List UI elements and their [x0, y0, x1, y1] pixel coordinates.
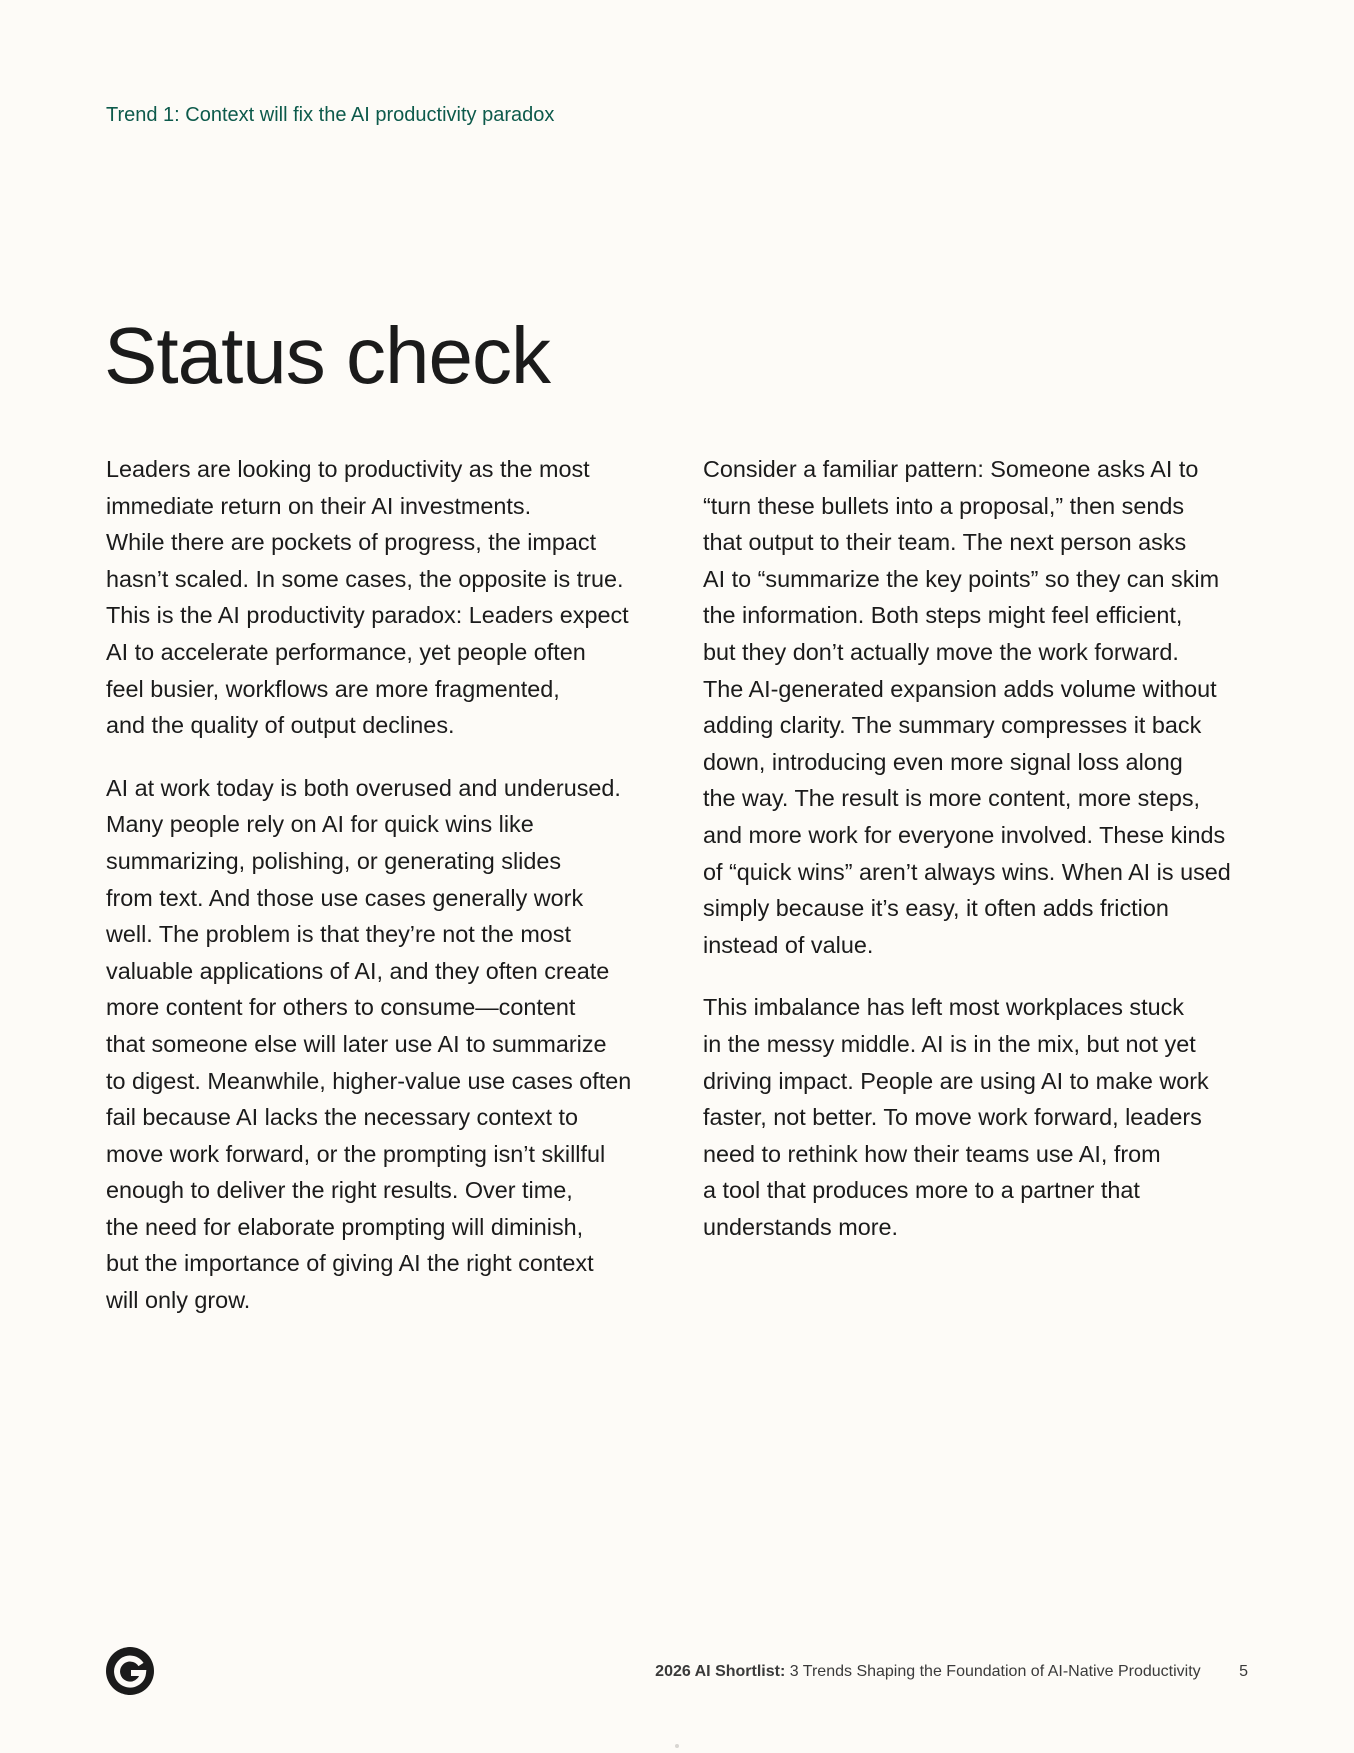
text-line: faster, not better. To move work forward, leaders	[703, 1104, 1202, 1131]
text-line: of “quick wins” aren’t always wins. When AI is used	[703, 858, 1231, 885]
text-line: move work forward, or the prompting isn’t skillful	[106, 1140, 606, 1167]
text-line: This imbalance has left most workplaces stuck	[703, 994, 1184, 1021]
text-line: that someone else will later use AI to summarize	[106, 1030, 607, 1057]
text-line: a tool that produces more to a partner that	[703, 1177, 1140, 1204]
text-line: in the messy middle. AI is in the mix, but not yet	[703, 1030, 1196, 1057]
footer-report-label: 2026 AI Shortlist:	[655, 1663, 786, 1680]
text-line: “turn these bullets into a proposal,” then sends	[703, 492, 1185, 519]
text-line: Leaders are looking to productivity as the most	[106, 456, 590, 482]
page-footer	[655, 1660, 1248, 1684]
section-eyebrow: Trend 1: Context will fix the AI productivity paradox	[106, 104, 555, 126]
page-number: 5	[1239, 1663, 1248, 1680]
text-line: AI at work today is both overused and underused.	[106, 774, 621, 801]
text-line: the need for elaborate prompting will diminish,	[106, 1213, 584, 1240]
text-line: feel busier, workflows are more fragmented,	[106, 675, 560, 702]
footer-report-title: 3 Trends Shaping the Foundation of AI-Native Productivity	[789, 1663, 1201, 1680]
text-line: but they don’t actually move the work forward.	[703, 638, 1179, 665]
text-line: well. The problem is that they’re not the most	[106, 921, 572, 948]
text-line: but the importance of giving AI the right context	[106, 1250, 594, 1277]
text-line: driving impact. People are using AI to make work	[703, 1067, 1209, 1094]
text-line: fail because AI lacks the necessary context to	[106, 1104, 578, 1131]
text-line: more content for others to consume—content	[106, 994, 576, 1021]
text-line: instead of value.	[703, 931, 874, 958]
text-line: adding clarity. The summary compresses it back	[703, 712, 1202, 739]
right-column	[703, 451, 1263, 1271]
text-line: and the quality of output declines.	[106, 712, 455, 739]
text-line: hasn’t scaled. In some cases, the opposite is true.	[106, 565, 624, 592]
text-line: Many people rely on AI for quick wins like	[106, 811, 534, 838]
text-line: This is the AI productivity paradox: Leaders expect	[106, 602, 629, 629]
text-line: While there are pockets of progress, the impact	[106, 529, 597, 556]
text-line: to digest. Meanwhile, higher-value use cases often	[106, 1067, 632, 1094]
text-line: and more work for everyone involved. These kinds	[703, 821, 1226, 848]
text-line: will only grow.	[106, 1287, 251, 1314]
text-line: simply because it’s easy, it often adds friction	[703, 895, 1169, 922]
grammarly-g-logo-icon	[106, 1647, 154, 1695]
text-line: from text. And those use cases generally work	[106, 884, 584, 911]
text-line: valuable applications of AI, and they often create	[106, 957, 610, 984]
text-line: need to rethink how their teams use AI, from	[703, 1140, 1161, 1167]
text-line: the information. Both steps might feel efficient,	[703, 602, 1183, 629]
page-title: Status check	[104, 311, 551, 400]
text-line: AI to accelerate performance, yet people often	[106, 638, 586, 665]
text-line: enough to deliver the right results. Over time,	[106, 1177, 573, 1204]
right-paragraph-1	[703, 451, 1263, 963]
right-paragraph-2	[703, 989, 1263, 1245]
left-column	[106, 451, 666, 1345]
left-paragraph-2	[106, 770, 666, 1319]
text-line: AI to “summarize the key points” so they can skim	[703, 565, 1220, 592]
text-line: that output to their team. The next person asks	[703, 529, 1187, 556]
page-dot-indicator	[675, 1744, 679, 1748]
text-line: immediate return on their AI investments.	[106, 492, 532, 519]
text-line: the way. The result is more content, more steps,	[703, 785, 1201, 812]
text-line: down, introducing even more signal loss along	[703, 748, 1183, 775]
text-line: Consider a familiar pattern: Someone asks AI to	[703, 456, 1199, 482]
text-line: understands more.	[703, 1213, 899, 1240]
text-line: The AI-generated expansion adds volume without	[703, 675, 1217, 702]
text-line: summarizing, polishing, or generating slides	[106, 847, 562, 874]
left-paragraph-1	[106, 451, 666, 744]
